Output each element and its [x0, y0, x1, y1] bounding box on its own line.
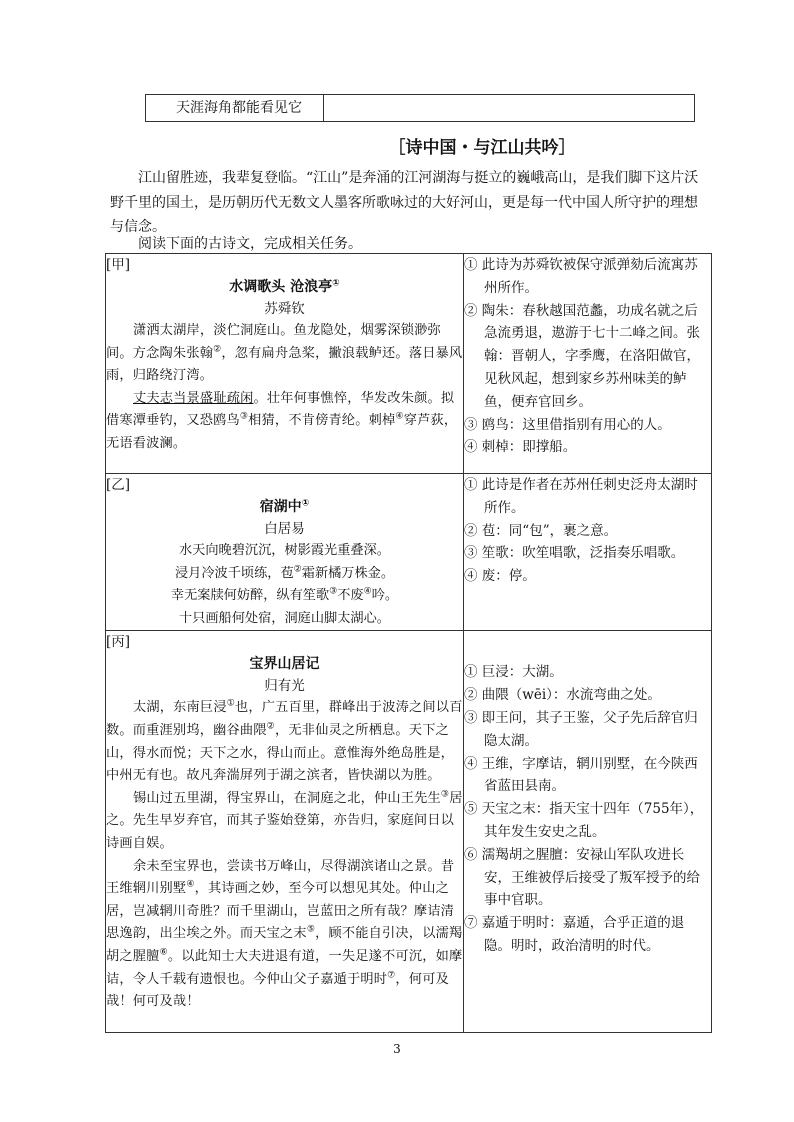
note-item: ④ 王维，字摩诘，辋川别墅，在今陕西省蓝田县南。 — [464, 755, 698, 795]
poem-yi-line-4: 十只画船何处宿，洞庭山脚太湖心。 — [179, 610, 390, 626]
footnote-marker: ⑥ — [159, 947, 168, 958]
note-item: ② 苞：同“包”，裹之意。 — [464, 522, 618, 539]
note-item: ⑥ 濡羯胡之腥膻：安禄山军队攻进长安，王维被俘后接受了叛军授予的给事中官职。 — [464, 846, 700, 909]
prose-bing-cell — [106, 631, 464, 1033]
poem-jia-cell — [106, 254, 464, 474]
poem-yi-line-2 — [106, 563, 463, 586]
note-item: ③ 笙歌：吹笙唱歌，泛指奏乐唱歌。 — [464, 545, 685, 562]
footnote-marker: ① — [226, 698, 235, 709]
footnote-marker: ③ — [329, 586, 338, 597]
poem-yi-line-3 — [106, 585, 463, 608]
text-run: 吟。 — [371, 588, 399, 604]
footnote-marker: ③ — [440, 789, 450, 800]
poem-jia-author: 苏舜钦 — [264, 301, 305, 317]
poem-jia-para-1 — [106, 320, 463, 388]
note-item: ① 此诗是作者在苏州任刺史泛舟太湖时所作。 — [464, 477, 698, 516]
prose-bing-para-1 — [106, 697, 463, 787]
text-run: 潇洒太湖岸，淡伫洞庭山。鱼龙隐处，烟雾深锁渺弥间。方念陶朱张翰 — [106, 323, 441, 361]
text-run: 太湖，东南巨浸 — [133, 700, 227, 716]
note-item: ④ 刺棹：即撑船。 — [464, 439, 577, 456]
poem-yi-cell — [106, 474, 464, 631]
note-item: ⑦ 嘉遁于明时：嘉遁，合乎正道的退隐。明时，政治清明的时代。 — [464, 915, 685, 954]
poem-yi-title-text: 宿湖中 — [259, 499, 302, 515]
text-run: 不废 — [337, 588, 364, 604]
prose-bing-para-3 — [106, 856, 463, 1014]
footnote-marker: ④ — [363, 586, 372, 597]
text-run: 浸月冷波千顷练，苞 — [174, 565, 294, 581]
poem-jia-notes — [464, 254, 712, 474]
top-table-cell-2 — [324, 95, 694, 121]
footnote-marker: ① — [332, 278, 340, 289]
section-title: ［诗中国・与江山共吟］ — [388, 138, 576, 158]
text-run: 穿芦荻，无语看波澜。 — [106, 413, 458, 451]
text-run: 霜新橘万株金。 — [301, 565, 395, 581]
text-run: 相猜，不肯傍青纶。刺棹 — [248, 413, 396, 429]
text-run: ，无非仙灵之所栖息。天下之山，得水而悦；天下之水，得山而止。意惟海外绝岛胜是，中州无有也。故凡奔湍屏列于湖之滨者，皆快湖以为胜。 — [106, 722, 455, 784]
note-item: ⑤ 天宝之末：指天宝十四年（755年），其年发生安史之乱。 — [464, 801, 704, 840]
note-item: ② 曲隈（wēi）：水流弯曲之处。 — [464, 687, 661, 704]
note-item: ① 巨浸：大湖。 — [464, 664, 563, 681]
text-run: 居之。先生早岁弃官，而其子鉴始登第，亦告归，家庭间日以诗画自娱。 — [106, 790, 463, 851]
text-run: 。以此知士大夫进退有道，一失足遂不可沉，如摩诘，令人千载有遗恨也。今仲山父子嘉遁于明时 — [106, 948, 463, 987]
text-run: 也，广五百里，群峰出于波涛之间以百数。而重涯别坞，幽谷曲隈 — [106, 700, 463, 738]
text-run: ，何可及哉！何可及哉！ — [106, 971, 449, 1010]
footnote-marker: ④ — [186, 879, 195, 890]
poem-yi-tag: [乙] — [106, 477, 131, 493]
poem-yi-title — [106, 496, 463, 518]
underlined-sentence: 丈夫志当景盛耻疏闲 — [133, 390, 254, 406]
text-run: ，顾不能自引决，以濡羯胡之腥膻 — [106, 926, 463, 964]
intro-paragraph: 江山留胜迹，我辈复登临。“江山”是奔涌的江河湖海与挺立的巍峨高山，是我们脚下这片沃野千里的国土，是历朝历代无数文人墨客所歌咏过的大好河山，更是每一代中国人所守护的理想与信念。 — [110, 170, 699, 235]
reading-table — [105, 253, 712, 1033]
footnote-marker: ⑤ — [306, 924, 316, 935]
footnote-marker: ③ — [239, 411, 249, 422]
poem-yi-author: 白居易 — [264, 521, 305, 537]
poem-yi-line-1: 水天向晚碧沉沉，树影霞光重叠深。 — [179, 543, 390, 558]
note-item: ③ 鸥鸟：这里借指别有用心的人。 — [464, 416, 671, 433]
text-run: ，其诗画之妙，至今可以想见其处。仲山之居，岂减辋川奇胜？而千里湖山，岂蓝田之所有哉？摩诘清思逸韵，出尘埃之外。而天宝之末 — [106, 881, 455, 942]
prose-bing-para-2 — [106, 788, 463, 856]
footnote-marker: ② — [293, 564, 302, 575]
text-run: 。壮年何事憔悴，华发改朱颜。拟借寒潭垂钓，又恐鸥鸟 — [106, 390, 455, 429]
task-instruction: 阅读下面的古诗文，完成相关任务。 — [138, 236, 362, 252]
prose-bing-author: 归有光 — [264, 678, 305, 695]
poem-jia-para-2 — [106, 388, 463, 456]
text-run: 幸无案牍何妨醉，纵有笙歌 — [170, 588, 330, 604]
note-item: ② 陶朱：春秋越国范蠡，功成名就之后急流勇退，遨游于七十二峰之间。张翰：晋朝人，字季鹰，在洛阳做官，见秋风起，想到家乡苏州味美的鲈鱼，便弃官回乡。 — [464, 302, 700, 410]
top-table-cell-1: 天涯海角都能看见它 — [146, 95, 324, 121]
prose-bing-title: 宝界山居记 — [249, 656, 320, 673]
note-item: ① 此诗为苏舜钦被保守派弹劾后流寓苏州所作。 — [464, 257, 698, 296]
poem-jia-title-text: 水调歌头 沧浪亭 — [229, 279, 333, 295]
text-run: 锡山过五里湖，得宝界山，在洞庭之北，仲山王先生 — [133, 790, 441, 806]
footnote-marker: ① — [301, 498, 310, 509]
poem-jia-tag: [甲] — [106, 257, 131, 273]
text-run: ，忽有扁舟急桨，撇浪载鲈还。落日暴风雨，归路绕汀湾。 — [106, 345, 463, 384]
prose-bing-notes — [464, 631, 712, 1033]
poem-jia-title — [106, 276, 463, 298]
prose-bing-tag: [丙] — [106, 634, 131, 651]
note-item: ③ 即王问，其子王鉴，父子先后辞官归隐太湖。 — [464, 709, 698, 749]
text-run: 余未至宝界也，尝读书万峰山，尽得湖滨诸山之景。昔王维辋川别墅 — [106, 858, 455, 897]
footnote-marker: ④ — [395, 411, 404, 422]
page-number: 3 — [393, 1042, 401, 1056]
footnote-marker: ⑦ — [387, 970, 396, 981]
top-table-row — [145, 94, 695, 122]
footnote-marker: ② — [266, 721, 275, 732]
note-item: ④ 废：停。 — [464, 568, 536, 585]
poem-yi-notes — [464, 474, 712, 631]
footnote-marker: ② — [213, 344, 222, 355]
